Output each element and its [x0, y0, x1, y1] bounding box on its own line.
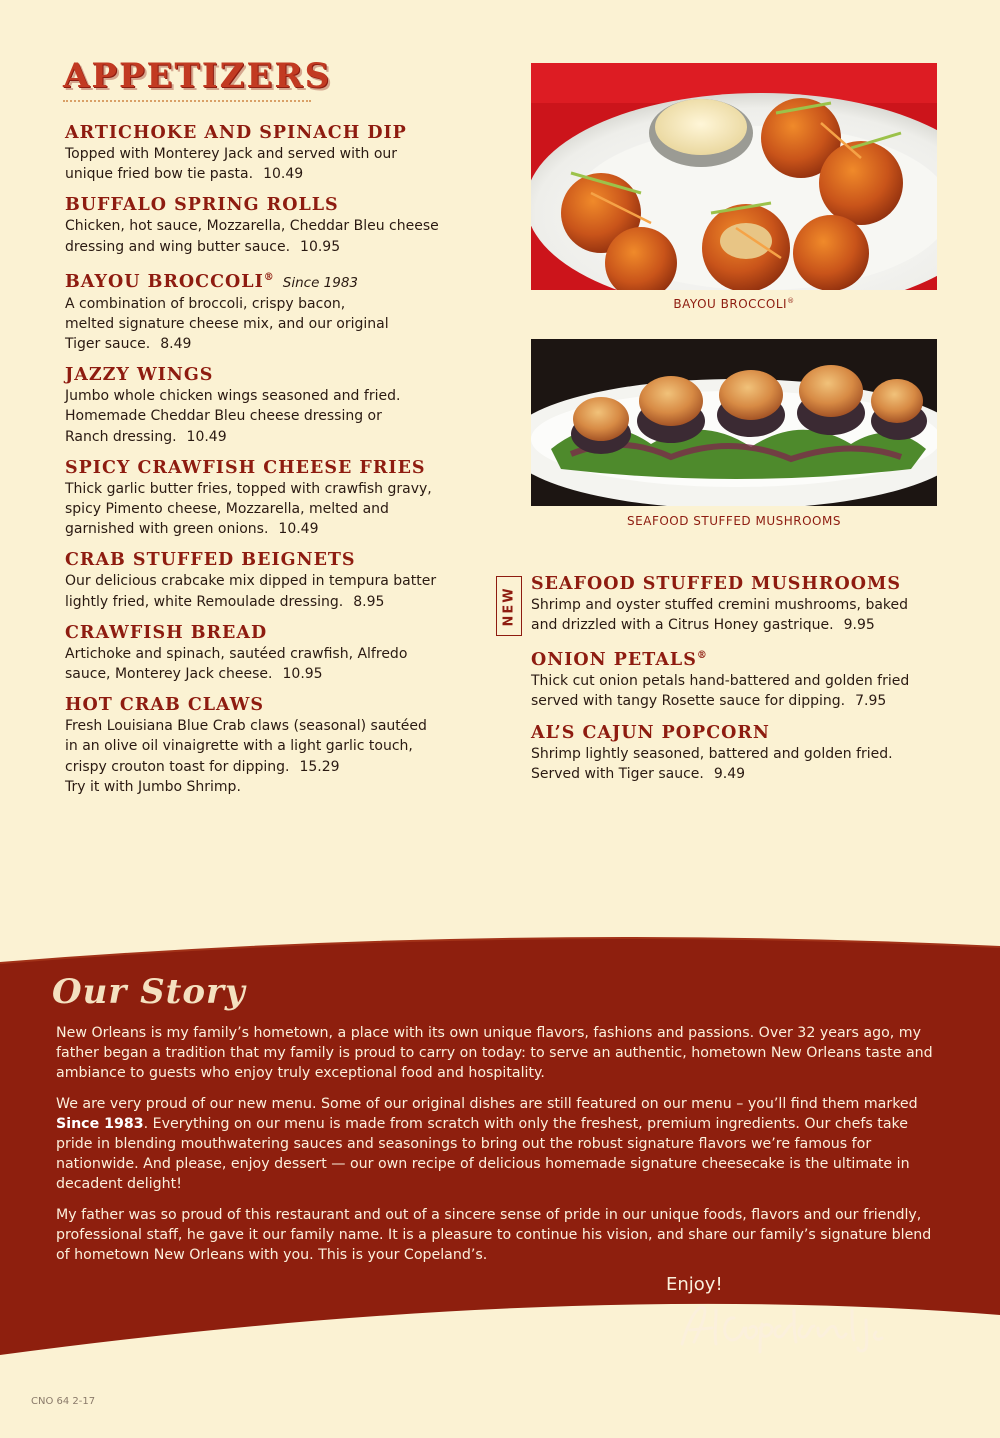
item-description: Our delicious crabcake mix dipped in tempura batter lightly fried, white Remoulade dressing. 8.95	[65, 573, 437, 610]
registered-mark: ®	[263, 271, 275, 283]
bayou-broccoli-photo	[531, 63, 937, 290]
menu-item	[65, 549, 475, 611]
footer-code: CNO 64 2-17	[31, 1396, 96, 1407]
item-description: Fresh Louisiana Blue Crab claws (seasonal) sautéed in an olive oil vinaigrette with a light garlic touch, crispy crouton toast for dipping. 15.29 Try it with Jumbo Shrimp.	[65, 718, 427, 795]
item-name: HOT CRAB CLAWS	[65, 695, 265, 716]
left-menu-column	[65, 122, 475, 807]
item-name: CRAWFISH BREAD	[65, 622, 268, 643]
photo-caption: BAYOU BROCCOLI®	[673, 297, 795, 311]
menu-item	[531, 722, 961, 784]
story-paragraph: We are very proud of our new menu. Some of our original dishes are still featured on our menu – you’ll find them marked Since 1983. Everything on our menu is made from scratch with only the freshest, premium ingredients. Our chefs take pride in blending mouthwatering sauces and seasonings to bring out the robust signature flavors we’re famous for nationwide. And please, enjoy dessert — our own recipe of delicious homemade signature cheesecake is the ultimate in decadent delight!	[56, 1095, 918, 1193]
item-description: A combination of broccoli, crispy bacon, melted signature cheese mix, and our original Tiger sauce. 8.49	[65, 295, 389, 353]
item-name: ARTICHOKE AND SPINACH DIP	[65, 123, 407, 143]
item-price: 9.95	[843, 617, 875, 634]
item-extra-note: Try it with Jumbo Shrimp.	[65, 778, 241, 795]
since-1983-highlight: Since 1983	[56, 1115, 144, 1132]
item-price: 10.95	[282, 666, 323, 683]
new-badge: NEW	[496, 576, 522, 636]
item-description: Chicken, hot sauce, Mozzarella, Cheddar Bleu cheese dressing and wing butter sauce. 10.95	[65, 218, 439, 255]
item-name: SEAFOOD STUFFED MUSHROOMS	[531, 574, 901, 594]
item-description: Topped with Monterey Jack and served with our unique fried bow tie pasta. 10.49	[65, 146, 398, 183]
item-description: Shrimp and oyster stuffed cremini mushrooms, baked and drizzled with a Citrus Honey gastrique. 9.95	[531, 597, 909, 634]
item-price: 9.49	[713, 765, 746, 782]
menu-item	[65, 122, 475, 184]
item-name: JAZZY WINGS	[65, 365, 214, 386]
story-title: Our Story	[52, 972, 246, 1012]
item-description: Thick garlic butter fries, topped with crawfish gravy, spicy Pimento cheese, Mozzarella, melted and garnished with green onions. 10.49	[65, 480, 432, 538]
photo-caption: SEAFOOD STUFFED MUSHROOMS	[627, 514, 841, 528]
item-description: Thick cut onion petals hand-battered and golden fried served with tangy Rosette sauce for dipping. 7.95	[531, 673, 910, 710]
item-name: BAYOU BROCCOLI® Since 1983	[65, 271, 359, 292]
story-body	[56, 1023, 946, 1275]
item-name: CRAB STUFFED BEIGNETS	[65, 550, 356, 571]
section-title: APPETIZERS	[63, 56, 332, 96]
item-name: ONION PETALS®	[531, 650, 708, 671]
menu-item	[531, 645, 961, 711]
item-price: 10.95	[300, 238, 341, 255]
menu-item	[65, 364, 475, 447]
signature	[676, 1298, 906, 1354]
seafood-mushrooms-photo	[531, 339, 937, 506]
item-price: 10.49	[278, 521, 319, 538]
menu-item	[65, 694, 475, 797]
menu-item	[65, 622, 475, 684]
story-paragraph: New Orleans is my family’s hometown, a place with its own unique flavors, fashions and passions. Over 32 years ago, my father began a tradition that my family is proud to carry on today: to serve an authentic, hometown New Orleans taste and ambiance to guests who enjoy truly exceptional food and hospitality.	[56, 1025, 933, 1082]
enjoy-text: Enjoy!	[666, 1274, 723, 1295]
item-price: 10.49	[263, 166, 304, 183]
registered-mark: ®	[696, 650, 708, 662]
menu-item	[65, 267, 475, 354]
item-price: 10.49	[186, 428, 227, 445]
title-underline	[63, 100, 311, 102]
item-description: Shrimp lightly seasoned, battered and golden fried. Served with Tiger sauce. 9.49	[531, 745, 893, 782]
since-1983-tag: Since 1983	[282, 274, 359, 291]
item-description: Jumbo whole chicken wings seasoned and fried. Homemade Cheddar Bleu cheese dressing or Ranch dressing. 10.49	[65, 388, 401, 445]
menu-item	[65, 194, 475, 256]
item-price: 15.29	[299, 758, 340, 775]
item-description: Artichoke and spinach, sautéed crawfish, Alfredo sauce, Monterey Jack cheese. 10.95	[65, 645, 408, 683]
item-name: AL’S CAJUN POPCORN	[531, 722, 770, 743]
item-price: 8.49	[160, 336, 192, 353]
menu-item	[531, 573, 961, 635]
item-price: 7.95	[855, 693, 887, 710]
right-menu-column	[531, 573, 961, 794]
item-price: 8.95	[353, 593, 385, 610]
item-name: BUFFALO SPRING ROLLS	[65, 195, 339, 216]
story-paragraph: My father was so proud of this restaurant and out of a sincere sense of pride in our unique foods, flavors and our friendly, professional staff, he gave it our family name. It is a pleasure to continue his vision, and share our family’s signature blend of hometown New Orleans with you. This is your Copeland’s.	[56, 1206, 932, 1264]
item-name: SPICY CRAWFISH CHEESE FRIES	[65, 457, 426, 478]
menu-item	[65, 457, 475, 540]
